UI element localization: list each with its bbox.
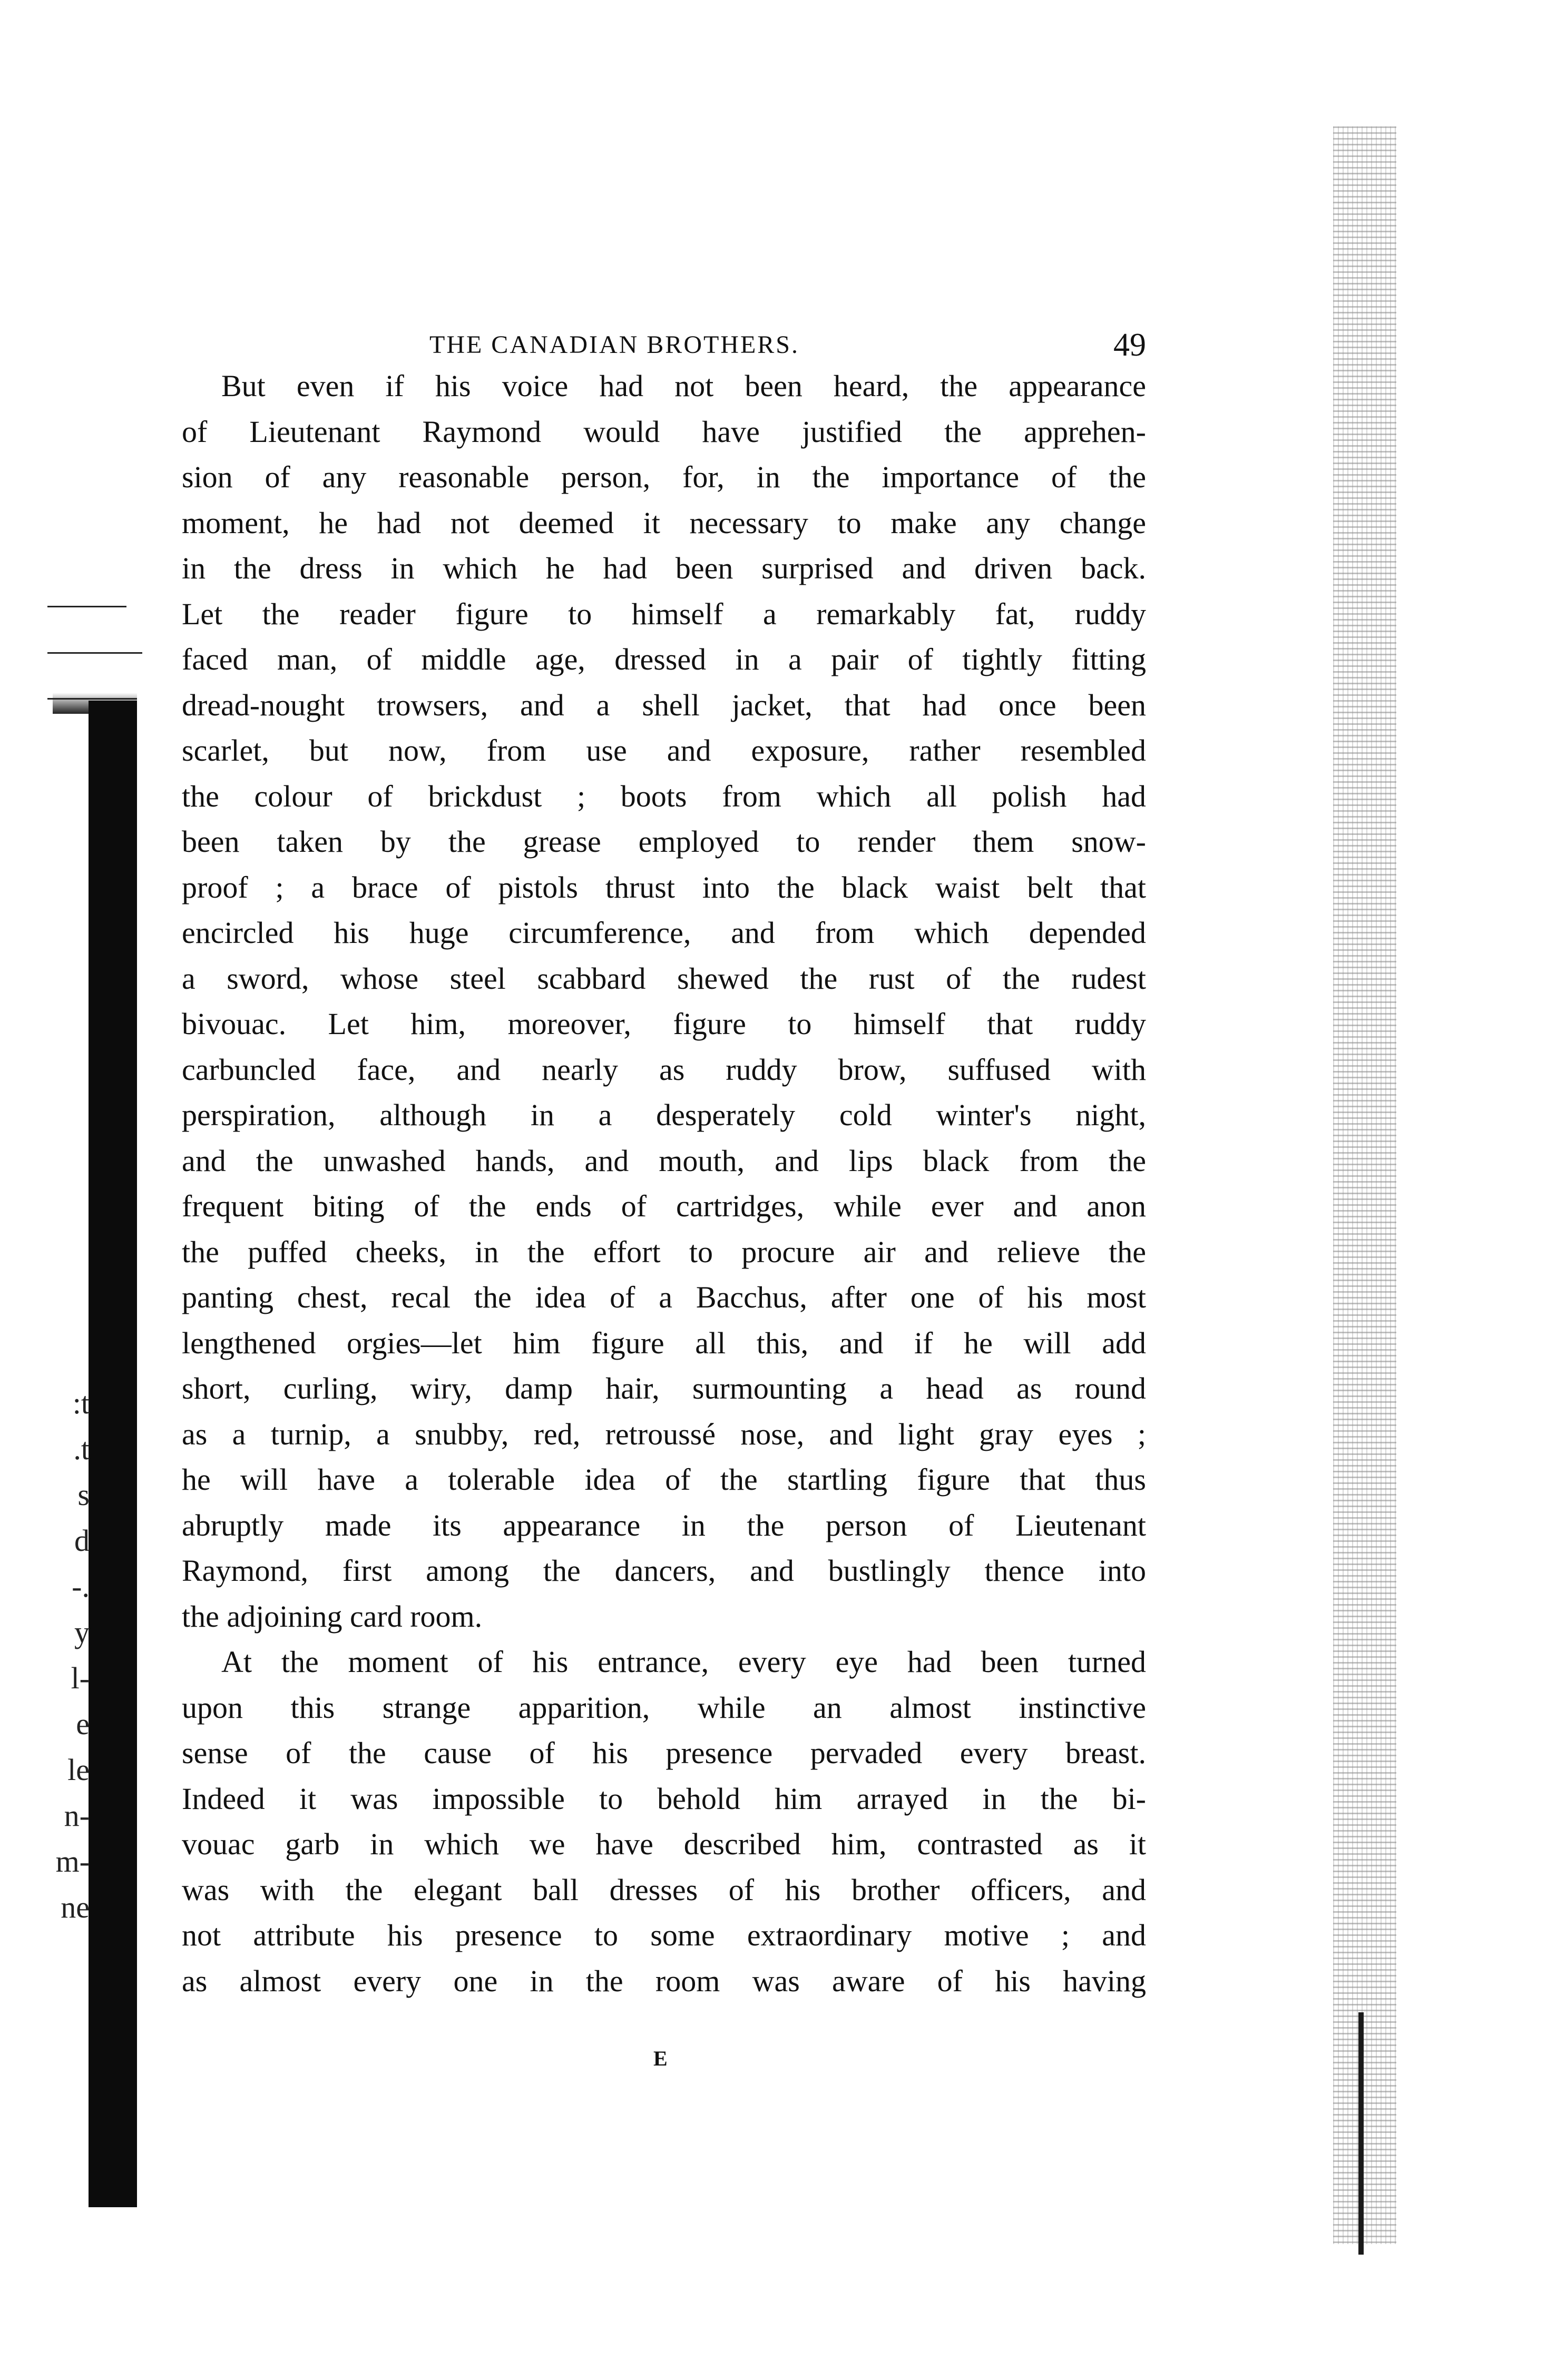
text-line: was with the elegant ball dresses of his brother officers, and (182, 1872, 1146, 1907)
text-line: short, curling, wiry, damp hair, surmounting a head as round (182, 1371, 1146, 1405)
bleed-line: n- (64, 1798, 90, 1833)
text-line: proof ; a brace of pistols thrust into the black waist belt that (182, 870, 1146, 904)
text-line: frequent biting of the ends of cartridges, while ever and anon (182, 1189, 1146, 1223)
text-line: a sword, whose steel scabbard shewed the rust of the rudest (182, 961, 1146, 996)
text-line: sense of the cause of his presence pervaded every breast. (182, 1736, 1146, 1770)
margin-rule (47, 698, 137, 700)
text-line: as a turnip, a snubby, red, retroussé nose, and light gray eyes ; (182, 1417, 1146, 1451)
text-line: and the unwashed hands, and mouth, and lips black from the (182, 1143, 1146, 1178)
bleed-through-text (32, 1380, 90, 1930)
text-line: been taken by the grease employed to render them snow- (182, 824, 1146, 859)
paragraph-1 (182, 363, 1146, 1639)
bleed-line: ne (61, 1890, 90, 1924)
text-line: as almost every one in the room was aware of his having (182, 1963, 1146, 1998)
text-line: At the moment of his entrance, every eye had been turned (221, 1645, 1146, 1679)
page-header (182, 324, 1146, 366)
text-line: of Lieutenant Raymond would have justified the apprehen- (182, 414, 1146, 449)
text-line: he will have a tolerable idea of the startling figure that thus (182, 1462, 1146, 1497)
bleed-line: le (67, 1753, 90, 1787)
text-line: Raymond, first among the dancers, and bustlingly thence into (182, 1553, 1146, 1588)
signature-mark: E (653, 2047, 668, 2070)
bleed-line: e (76, 1707, 90, 1741)
page-number: 49 (1113, 327, 1146, 363)
bleed-line: l- (71, 1661, 90, 1695)
paragraph-2 (182, 1639, 1146, 2004)
bleed-line: m- (55, 1844, 90, 1879)
text-line: carbuncled face, and nearly as ruddy brow, suffused with (182, 1052, 1146, 1087)
text-line: scarlet, but now, from use and exposure, rather resembled (182, 733, 1146, 768)
running-title: THE CANADIAN BROTHERS. (429, 331, 799, 359)
text-line: Indeed it was impossible to behold him arrayed in the bi- (182, 1781, 1146, 1816)
text-line: But even if his voice had not been heard, the appearance (221, 369, 1146, 403)
margin-rule (47, 652, 142, 654)
text-line: Let the reader figure to himself a remarkably fat, ruddy (182, 596, 1146, 631)
text-line: perspiration, although in a desperately cold winter's night, (182, 1098, 1146, 1132)
text-line: the puffed cheeks, in the effort to procure air and relieve the (182, 1234, 1146, 1269)
page-edge-line (1358, 2012, 1364, 2255)
text-line: encircled his huge circumference, and from which depended (182, 916, 1146, 950)
text-line: the adjoining card room. (182, 1599, 483, 1634)
margin-rule (47, 606, 126, 607)
text-line: vouac garb in which we have described him, contrasted as it (182, 1827, 1146, 1861)
bleed-line: -. (72, 1569, 90, 1604)
text-line: dread-nought trowsers, and a shell jacket, that had once been (182, 687, 1146, 722)
scan-gutter-shadow (89, 701, 137, 2207)
text-line: the colour of brickdust ; boots from which all polish had (182, 779, 1146, 813)
text-line: bivouac. Let him, moreover, figure to himself that ruddy (182, 1007, 1146, 1041)
text-line: upon this strange apparition, while an almost instinctive (182, 1690, 1146, 1725)
bleed-line: :t (72, 1386, 90, 1420)
text-line: abruptly made its appearance in the person of Lieutenant (182, 1508, 1146, 1542)
text-line: faced man, of middle age, dressed in a pair of tightly fitting (182, 642, 1146, 676)
bleed-line: d (74, 1523, 90, 1558)
text-line: not attribute his presence to some extraordinary motive ; and (182, 1918, 1146, 1952)
bleed-line: y (74, 1615, 90, 1649)
body-text (182, 363, 1146, 2004)
text-line: panting chest, recal the idea of a Bacchus, after one of his most (182, 1280, 1146, 1314)
bleed-line: .t (73, 1432, 90, 1466)
text-line: sion of any reasonable person, for, in the importance of the (182, 460, 1146, 494)
text-line: lengthened orgies—let him figure all this, and if he will add (182, 1325, 1146, 1360)
bleed-line: s (77, 1478, 90, 1512)
text-line: in the dress in which he had been surprised and driven back. (182, 551, 1146, 585)
text-line: moment, he had not deemed it necessary to make any change (182, 505, 1146, 540)
page-edge-texture (1333, 126, 1396, 2244)
